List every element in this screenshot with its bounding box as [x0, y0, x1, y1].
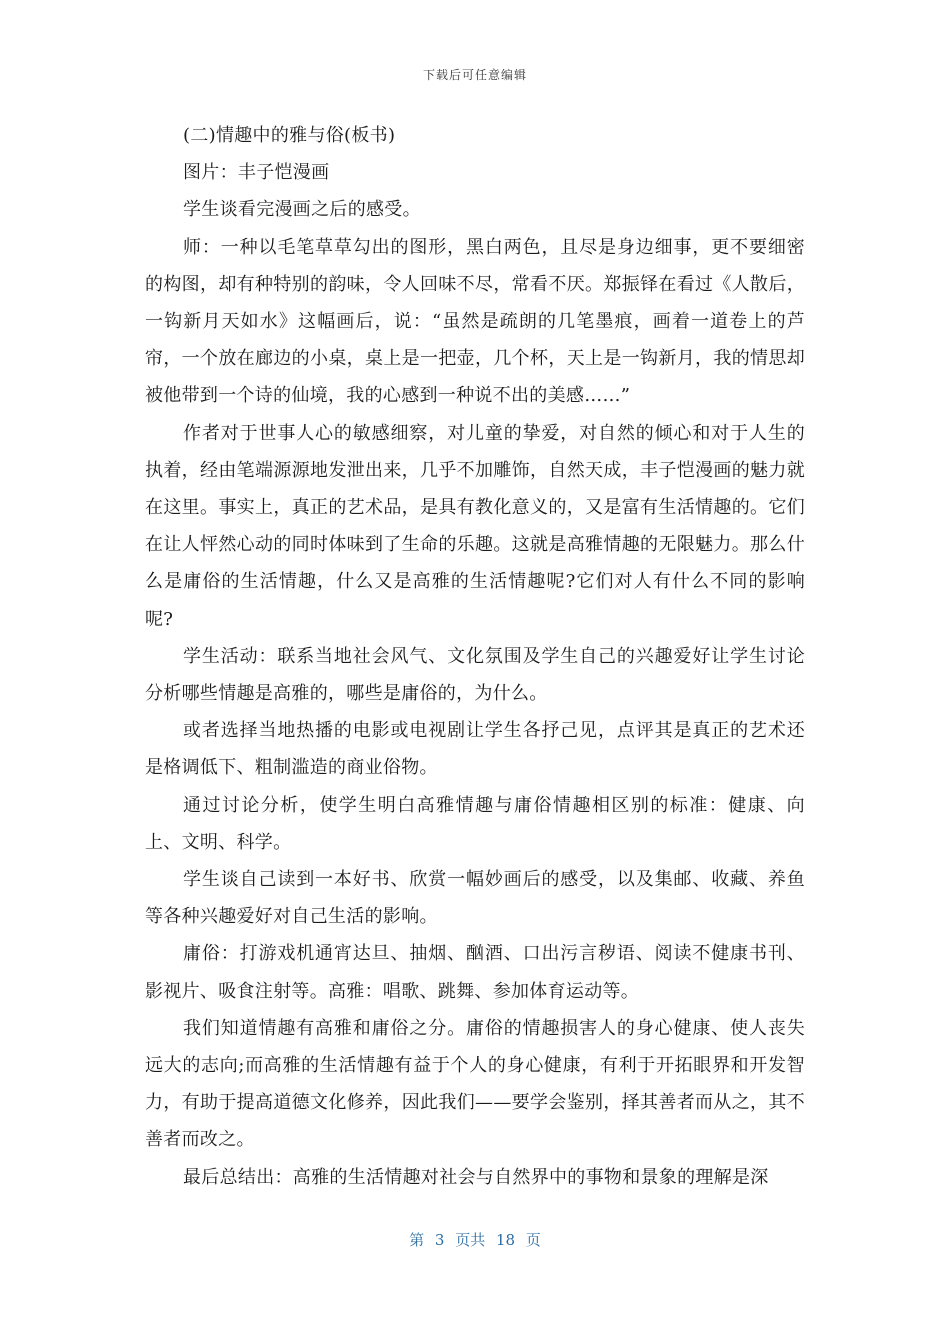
paragraph-image-caption: 图片：丰子恺漫画 — [183, 162, 330, 184]
paragraph: 我们知道情趣有高雅和庸俗之分。庸俗的情趣损害人的身心健康、使人丧失远大的志向;而高雅的生活情趣有益于个人的身心健康，有利于开拓眼界和开发智力，有助于提高道德文化修养，因此我们——要学会鉴别，择其善者而从之，其不善者而改之。 — [145, 1017, 805, 1151]
document-body — [145, 117, 805, 1196]
page-number-footer: 第 3 页共 18 页 — [409, 1231, 541, 1249]
page-header-note: 下载后可任意编辑 — [422, 68, 527, 82]
paragraph: 作者对于世事人心的敏感细察，对儿童的挚爱，对自然的倾心和对于人生的执着，经由笔端源源地发泄出来，几乎不加雕饰，自然天成，丰子恺漫画的魅力就在这里。事实上，真正的艺术品，是具有教化意义的，又是富有生活情趣的。它们在让人怦然心动的同时体味到了生命的乐趣。这就是高雅情趣的无限魅力。那么什么是庸俗的生活情趣，什么又是高雅的生活情趣呢?它们对人有什么不同的影响呢? — [145, 422, 805, 630]
paragraph: 最后总结出：高雅的生活情趣对社会与自然界中的事物和景象的理解是深 — [183, 1166, 769, 1188]
paragraph: 通过讨论分析，使学生明白高雅情趣与庸俗情趣相区别的标准：健康、向上、文明、科学。 — [145, 794, 805, 853]
paragraph: 或者选择当地热播的电影或电视剧让学生各抒己见，点评其是真正的艺术还是格调低下、粗制滥造的商业俗物。 — [145, 720, 805, 779]
paragraph: 庸俗：打游戏机通宵达旦、抽烟、酗酒、口出污言秽语、阅读不健康书刊、影视片、吸食注射等。高雅：唱歌、跳舞、参加体育运动等。 — [145, 943, 805, 1002]
paragraph: 学生谈自己读到一本好书、欣赏一幅妙画后的感受，以及集邮、收藏、养鱼等各种兴趣爱好对自己生活的影响。 — [145, 869, 805, 928]
paragraph: 师：一种以毛笔草草勾出的图形，黑白两色，且尽是身边细事，更不要细密的构图，却有种特别的韵味，令人回味不尽，常看不厌。郑振铎在看过《人散后，一钩新月天如水》这幅画后，说：“虽然是疏朗的几笔墨痕，画着一道卷上的芦帘，一个放在廊边的小桌，桌上是一把壶，几个杯，天上是一钩新月，我的情思却被他带到一个诗的仙境，我的心感到一种说不出的美感……” — [145, 236, 805, 407]
paragraph: 学生谈看完漫画之后的感受。 — [183, 199, 421, 221]
paragraph-section-heading: (二)情趣中的雅与俗(板书) — [183, 125, 396, 146]
paragraph: 学生活动：联系当地社会风气、文化氛围及学生自己的兴趣爱好让学生讨论分析哪些情趣是高雅的，哪些是庸俗的，为什么。 — [145, 645, 805, 705]
